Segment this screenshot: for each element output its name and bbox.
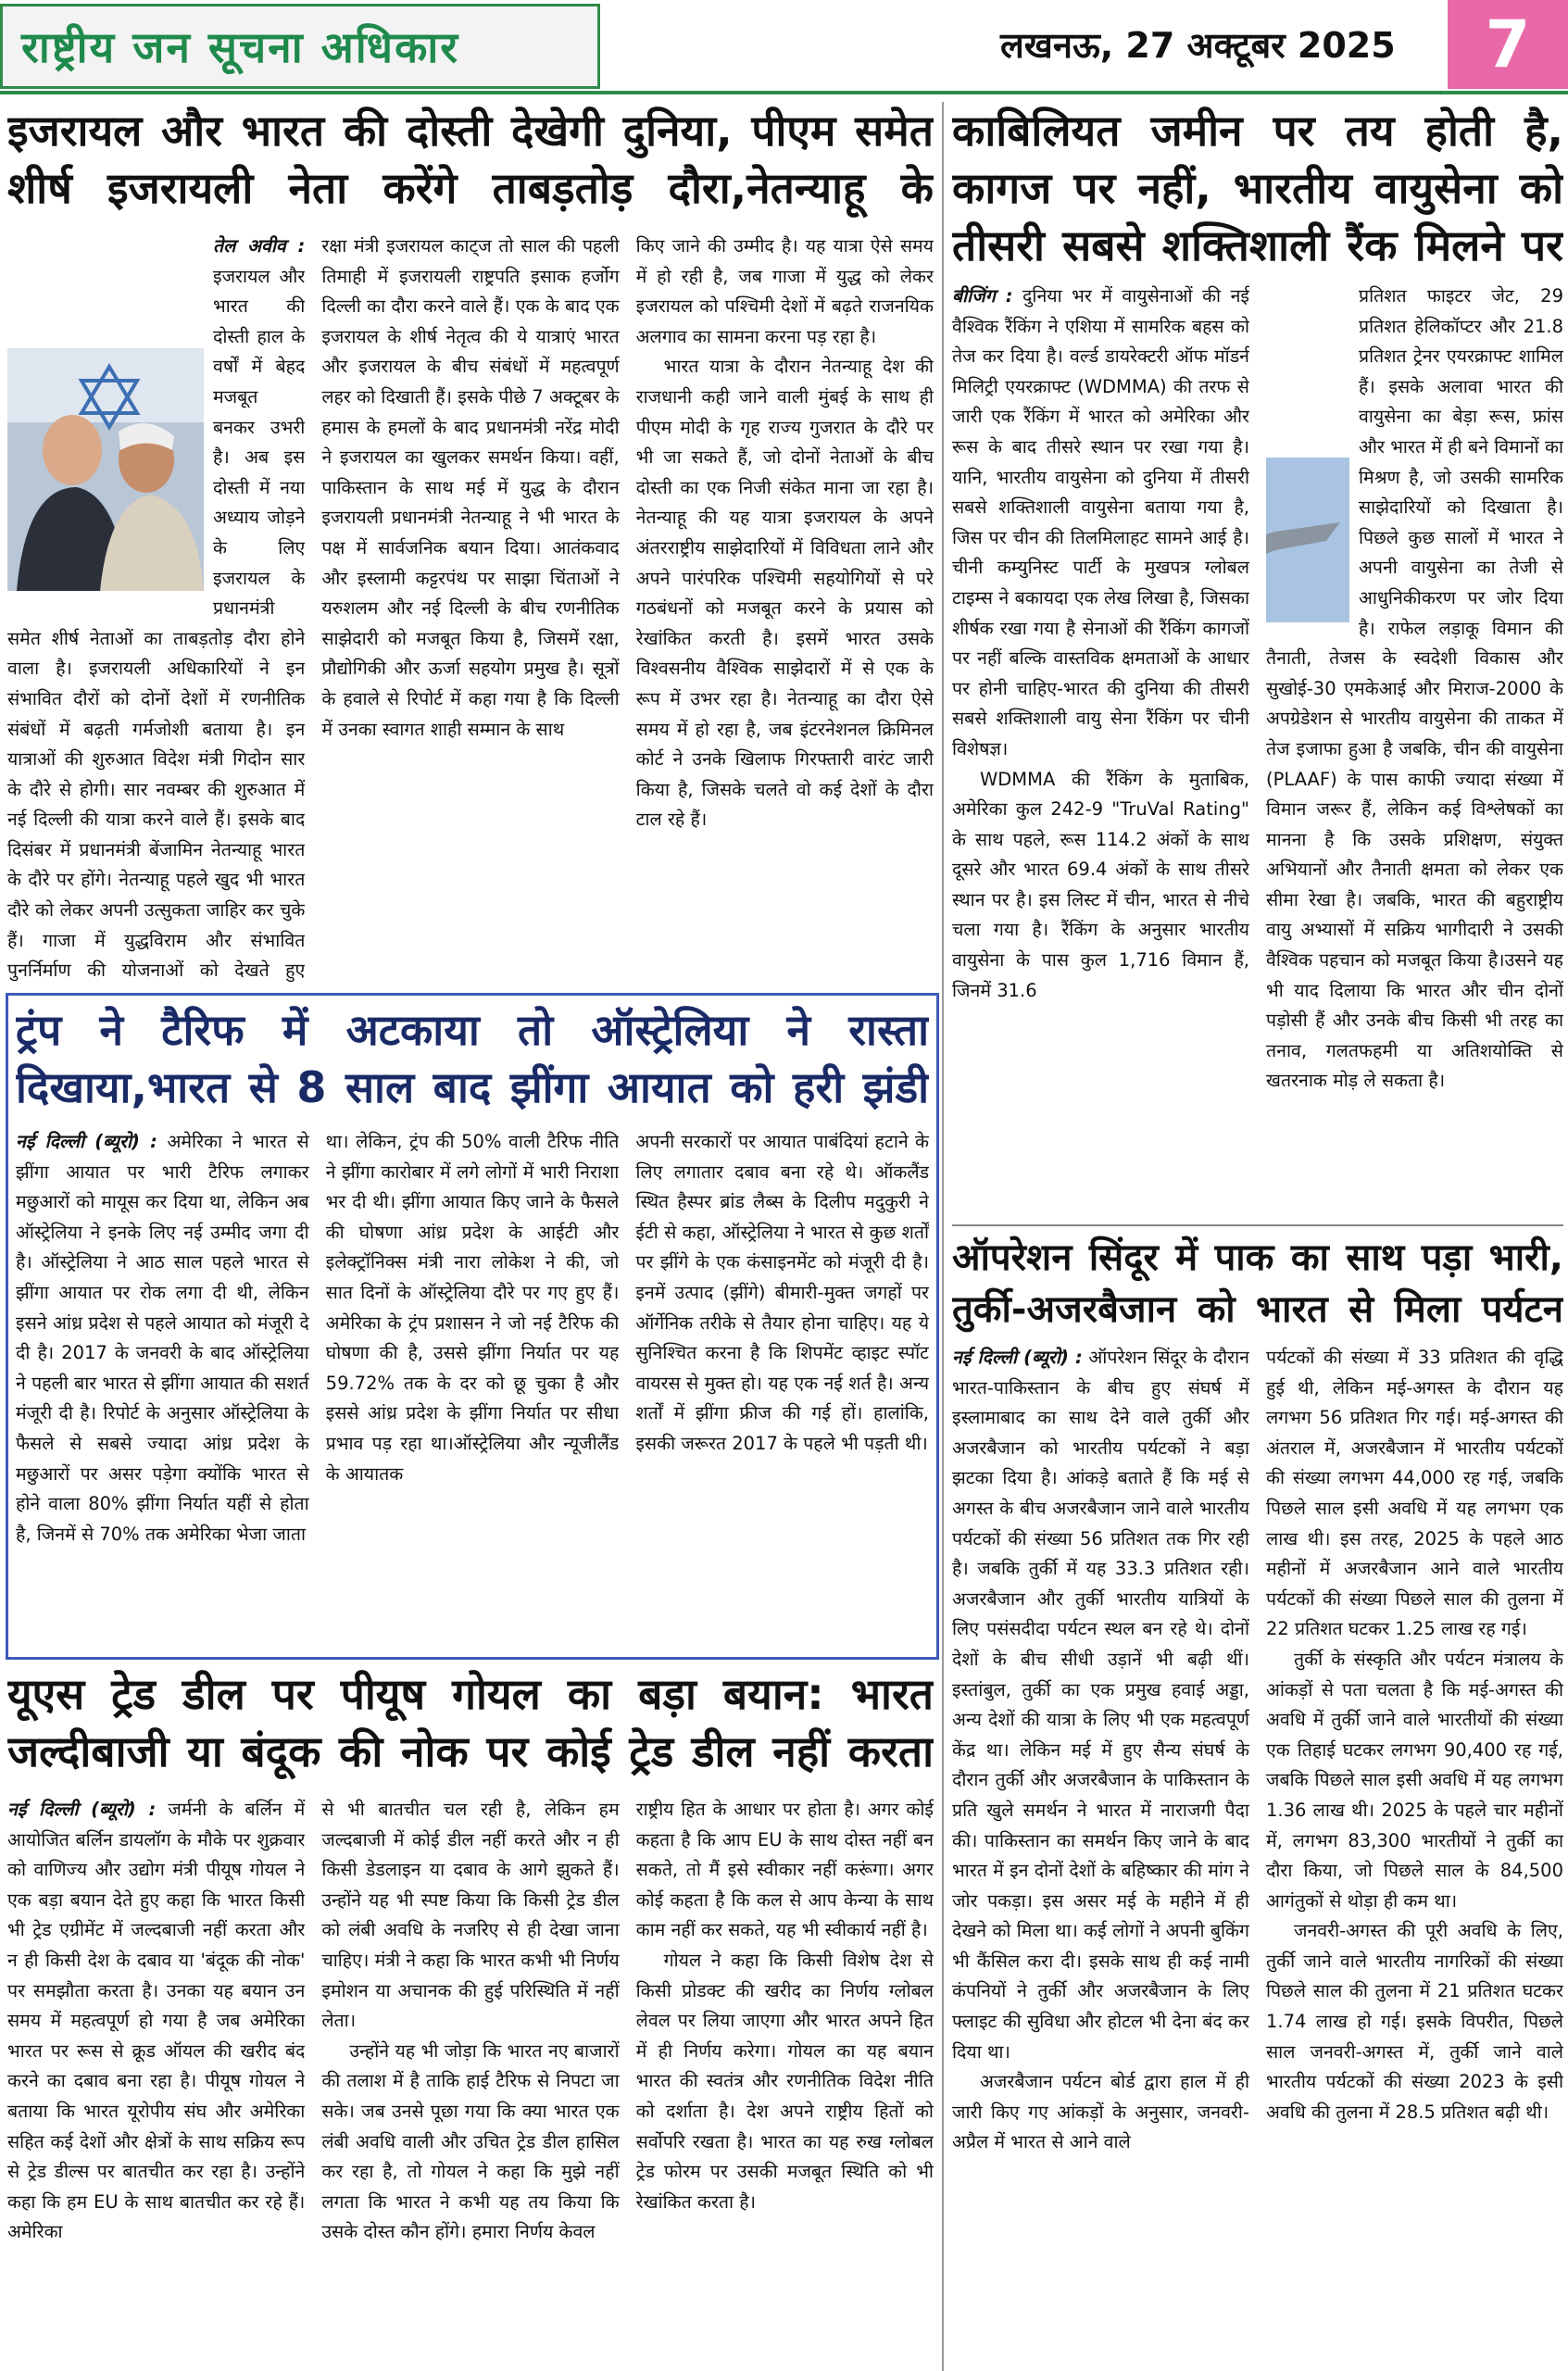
netanyahu-modi-photo [7,348,204,591]
article-tourism-column-2 [1266,1343,1563,2362]
article-shrimp-text-1: अमेरिका ने भारत से झींगा आयात पर भारी टैरिफ लगाकर मछुआरों को मायूस कर दिया था, लेकिन अब ऑस्ट्रेलिया ने इनके लिए नई उम्मीद जगा दी है। ऑस्ट्रेलिया ने आठ साल पहले भारत से झींगा आयात पर रोक लगा दी थी, लेकिन इसने आंध्र प्रदेश से पहले आयात को मंजूरी दे दी है। 2017 के जनवरी के बाद ऑस्ट्रेलिया ने पहली बार भारत से झींगा आयात की सशर्त मंजूरी दी है। रिपोर्ट के अनुसार ऑस्ट्रेलिया के फैसले से सबसे ज्यादा आंध्र प्रदेश के मछुआरों पर असर पड़ेगा क्योंकि भारत से होने वाला 80% झींगा निर्यात यहीं से होता है, जिनमें से 70% तक अमेरिका भेजा जाता [16,1131,309,1545]
article-trade-dateline: नई दिल्ली (ब्यूरो) : [7,1799,157,1820]
article-trade-column-1 [7,1795,305,2362]
issue-date: लखनऊ, 27 अक्टूबर 2025 [1000,25,1396,66]
article-tourism-headline: ऑपरेशन सिंदूर में पाक का साथ पड़ा भारी, तुर्की-अजरबैजान को भारत से मिला पर्यटन [952,1236,1563,1331]
article-tourism-text-1b: अजरबैजान पर्यटन बोर्ड द्वारा हाल में ही जारी किए गए आंकड़ों के अनुसार, जनवरी-अप्रैल में भारत से आने वाले [952,2071,1249,2153]
section-divider [952,1224,1563,1226]
article-israel-headline: इजरायल और भारत की दोस्ती देखेगी दुनिया, पीएम समेत शीर्ष इजरायली नेता करेंगे ताबड़तोड़ दौरा,नेतन्याहू के [7,106,934,213]
article-airforce-text-1b: WDMMA की रैंकिंग के मुताबिक, अमेरिका कुल 242-9 "TruVal Rating" के साथ पहले, रूस 114.2 अंकों के साथ दूसरे और भारत 69.4 अंकों के साथ तीसरे स्थान पर है। इस लिस्ट में चीन, भारत से नीचे चला गया है। रैंकिंग के अनुसार भारतीय वायुसेना के पास कुल 1,716 विमान हैं, जिनमें 31.6 [952,768,1249,1001]
article-shrimp-column-3 [635,1127,929,1646]
article-airforce-column-2 [1266,282,1563,1217]
article-tourism [952,1232,1563,2371]
article-shrimp-text-2: था। लेकिन, ट्रंप की 50% वाली टैरिफ नीति ने झींगा कारोबार में लगे लोगों में भारी निराशा भर दी थी। झींगा आयात किए जाने के फैसले की घोषणा आंध्र प्रदेश के आईटी और इलेक्ट्रॉनिक्स मंत्री नारा लोकेश ने की, जो सात दिनों के ऑस्ट्रेलिया दौरे पर गए हुए हैं। अमेरिका के ट्रंप प्रशासन ने जो नई टैरिफ की घोषणा की है, उससे झींगा निर्यात पर यह 59.72% तक के दर को छू चुका है और इससे आंध्र प्रदेश के झींगा निर्यात पर सीधा प्रभाव पड़ रहा था।ऑस्ट्रेलिया और न्यूजीलैंड के आयातक [325,1131,620,1485]
article-airforce-text-2: प्रतिशत फाइटर जेट, 29 प्रतिशत हेलिकॉप्टर और 21.8 प्रतिशत ट्रेनर एयरक्राफ्ट शामिल हैं। इसके अलावा भारत की वायुसेना का बेड़ा रूस, फ्रांस और भारत में ही बने विमानों का मिश्रण है, जो उसकी सामरिक साझेदारियों को दिखाता है। पिछले कुछ सालों में भारत ने अपनी वायुसेना का तेजी से आधुनिकीकरण पर जोर दिया है। राफेल लड़ाकू विमान की तैनाती, तेजस के स्वदेशी विकास और सुखोई-30 एमकेआई और मिराज-2000 के अपग्रेडेशन से भारतीय वायुसेना की ताकत में तेज इजाफा हुआ है जबकि, चीन की वायुसेना (PLAAF) के पास काफी ज्यादा संख्या में विमान जरूर हैं, लेकिन कई विश्लेषकों का मानना है कि उसके प्रशिक्षण, संयुक्त अभियानों और तैनाती क्षमता को लेकर एक सीमा रेखा है। जबकि, भारत की बहुराष्ट्रीय वायु अभ्यासों में सक्रिय भागीदारी ने उसकी वैश्विक पहचान को मजबूत किया है।उसने यह भी याद दिलाया कि भारत और चीन दोनों पड़ोसी हैं और उनके बीच किसी भी तरह का तनाव, गलतफहमी या अतिशयोक्ति से खतरनाक मोड़ ले सकता है। [1266,285,1563,1092]
article-israel-column-3 [636,232,934,982]
article-trade-text-3a: राष्ट्रीय हित के आधार पर होता है। अगर कोई कहता है कि आप EU के साथ दोस्त नहीं बन सकते, तो मैं इसे स्वीकार नहीं करूंगा। अगर कोई कहता है कि कल से आप केन्या के साथ काम नहीं कर सकते, यह भी स्वीकार्य नहीं है। [635,1799,934,1941]
article-shrimp-column-2 [326,1127,620,1646]
article-trade-column-3 [636,1795,934,2362]
article-shrimp [6,993,939,1660]
fighter-jet-photo [1266,458,1349,622]
page-number-badge: 7 [1448,0,1568,89]
article-airforce-text-1a: दुनिया भर में वायुसेनाओं की नई वैश्विक रैंकिंग ने एशिया में सामरिक बहस को तेज कर दिया है। वर्ल्ड डायरेक्टरी ऑफ मॉडर्न मिलिट्री एयरक्राफ्ट (WDMMA) की तरफ से जारी एक रैंकिंग में भारत को अमेरिका और रूस के बाद तीसरे स्थान पर रखा गया है। यानि, भारतीय वायुसेना को दुनिया में तीसरी सबसे शक्तिशाली वायुसेना बताया गया है, जिस पर चीन की तिलमिलाहट सामने आई है। चीनी कम्युनिस्ट पार्टी के मुखपत्र ग्लोबल टाइम्स ने बकायदा एक लेख लिखा है, जिसका शीर्षक रखा गया है सेनाओं की रैंकिंग कागजों पर नहीं बल्कि वास्तविक क्षमताओं के आधार पर होनी चाहिए-भारत की दुनिया की तीसरी सबसे शक्तिशाली वायु सेना रैंकिंग पर चीनी विशेषज्ञ। [952,285,1249,759]
article-trade-column-2 [321,1795,619,2362]
article-israel-text-1: इजरायल और भारत की दोस्ती हाल के वर्षों में बेहद मजबूत बनकर उभरी है। अब इस दोस्ती में नया अध्याय जोड़ने के लिए इजरायल के प्रधानमंत्री समेत शीर्ष नेताओं का ताबड़तोड़ दौरा होने वाला है। इजरायली अधिकारियों ने इन संभावित दौरों को दोनों देशों में रणनीतिक संबंधों में बढ़ती गर्मजोशी बताया है। इन यात्राओं की शुरुआत विदेश मंत्री गिदोन सार के दौरे से होगी। सार नवम्बर की शुरुआत में नई दिल्ली की यात्रा करने वाले हैं। इसके बाद दिसंबर में प्रधानमंत्री बेंजामिन नेतन्याहू भारत के दौरे पर होंगे। नेतन्याहू पहले खुद भी भारत दौरे को लेकर अपनी उत्सुकता जाहिर कर चुके हैं। गाजा में युद्धविराम और संभावित पुनर्निर्माण की योजनाओं को देखते हुए [7,265,306,982]
paper-name-banner [0,4,600,89]
article-trade-text-2b: उन्होंने यह भी जोड़ा कि भारत नए बाजारों की तलाश में है ताकि हाई टैरिफ से निपटा जा सके। जब उनसे पूछा गया कि क्या भारत एक लंबी अवधि वाली और उचित ट्रेड डील हासिल कर रहा है, तो गोयल ने कहा कि मुझे नहीं लगता कि भारत ने कभी यह तय किया कि उसके दोस्त कौन होंगे। हमारा निर्णय केवल [321,2039,620,2243]
article-airforce-column-1 [952,282,1249,1217]
article-airforce-headline: काबिलियत जमीन पर तय होती है, कागज पर नहीं, भारतीय वायुसेना को तीसरी सबसे शक्तिशाली रैंक मिलने पर [952,106,1563,270]
masthead-rule [0,91,1568,94]
article-tourism-column-1 [952,1343,1249,2362]
article-israel-text-3b: भारत यात्रा के दौरान नेतन्याहू देश की राजधानी कही जाने वाली मुंबई के साथ ही पीएम मोदी के गृह राज्य गुजरात के दौरे पर भी जा सकते हैं, जो दोनों नेताओं के बीच दोस्ती का एक निजी संकेत माना जा रहा है। नेतन्याहू की यह यात्रा इजरायल के अपने अंतरराष्ट्रीय साझेदारियों में विविधता लाने और अपने पारंपरिक पश्चिमी सहयोगियों से परे गठबंधनों को मजबूत करने के प्रयास को रेखांकित करती है। इसमें भारत उसके विश्वसनीय वैश्विक साझेदारों में से एक के रूप में उभर रहा है। नेतन्याहू का दौरा ऐसे समय में हो रहा है, जब इंटरनेशनल क्रिमिनल कोर्ट ने उनके खिलाफ गिरफ्तारी वारंट जारी किया है, जिसके चलते वो कई देशों के दौरा टाल रहे हैं। [635,356,934,831]
article-trade-text-1: जर्मनी के बर्लिन में आयोजित बर्लिन डायलॉग के मौके पर शुक्रवार को वाणिज्य और उद्योग मंत्री पीयूष गोयल ने एक बड़ा बयान देते हुए कहा कि भारत किसी भी ट्रेड एग्रीमेंट में जल्दबाजी नहीं करता और न ही किसी देश के दबाव या 'बंदूक की नोक' पर समझौता करता है। उनका यह बयान उन समय में महत्वपूर्ण हो गया है जब अमेरिका भारत पर रूस से क्रूड ऑयल की खरीद बंद करने का दबाव बना रहा है। पीयूष गोयल ने बताया कि भारत यूरोपीय संघ और अमेरिका सहित कई देशों और क्षेत्रों के साथ सक्रिय रूप से ट्रेड डील्स पर बातचीत कर रहा है। उन्होंने कहा कि हम EU के साथ बातचीत कर रहे हैं। अमेरिका [7,1799,306,2243]
article-tourism-text-1: ऑपरेशन सिंदूर के दौरान भारत-पाकिस्तान के बीच हुए संघर्ष में इस्लामाबाद का साथ देने वाले तुर्की और अजरबैजान को भारतीय पर्यटकों ने बड़ा झटका दिया है। आंकड़े बताते हैं कि मई से अगस्त के बीच अजरबैजान जाने वाले भारतीय पर्यटकों की संख्या 56 प्रतिशत तक गिर रही है। जबकि तुर्की में यह 33.3 प्रतिशत रही। अजरबैजान और तुर्की भारतीय यात्रियों के लिए पसंसदीदा पर्यटन स्थल बन रहे थे। दोनों देशों के बीच सीधी उड़ानें भी बढ़ी थीं। इस्तांबुल, तुर्की का एक प्रमुख हवाई अड्डा, अन्य देशों की यात्रा के लिए भी एक महत्वपूर्ण केंद्र था। लेकिन मई में हुए सैन्य संघर्ष के दौरान तुर्की और अजरबैजान के पाकिस्तान के प्रति खुले समर्थन ने भारत में नाराजगी पैदा की। पाकिस्तान का समर्थन किए जाने के बाद भारत में इन दोनों देशों के बहिष्कार की मांग ने जोर पकड़ा। इस असर मई के महीने में ही देखने को मिला था। कई लोगों ने अपनी बुकिंग भी कैंसिल करा दी। इसके साथ ही कई नामी कंपनियों ने तुर्की और अजरबैजान के लिए फ्लाइट की सुविधा और होटल भी देना बंद कर दिया था। [952,1347,1249,2063]
article-israel-text-3a: किए जाने की उम्मीद है। यह यात्रा ऐसे समय में हो रही है, जब गाजा में युद्ध को लेकर इजरायल को पश्चिमी देशों में बढ़ते राजनयिक अलगाव का सामना करना पड़ रहा है। [635,235,934,347]
article-trade [7,1665,934,2371]
article-trade-headline: यूएस ट्रेड डील पर पीयूष गोयल का बड़ा बयान: भारत जल्दीबाजी या बंदूक की नोक पर कोई ट्रेड डील नहीं करता [7,1669,934,1776]
article-trade-text-2a: से भी बातचीत चल रही है, लेकिन हम जल्दबाजी में कोई डील नहीं करते और न ही किसी डेडलाइन या दबाव के आगे झुकते हैं। उन्होंने यह भी स्पष्ट किया कि किसी ट्रेड डील को लंबी अवधि के नजरिए से ही देखा जाना चाहिए। मंत्री ने कहा कि भारत कभी भी निर्णय इमोशन या अचानक की हुई परिस्थिति में नहीं लेता। [321,1799,620,2032]
column-divider [942,102,944,2371]
article-israel-text-2: रक्षा मंत्री इजरायल काट्ज तो साल की पहली तिमाही में इजरायली राष्ट्रपति इसाक हर्जोग दिल्ली का दौरा करने वाले हैं। एक के बाद एक इजरायल के शीर्ष नेतृत्व की ये यात्राएं भारत और इजरायल के बीच संबंधों में महत्वपूर्ण लहर को दिखाती हैं। इसके पीछे 7 अक्टूबर के हमास के हमलों के बाद प्रधानमंत्री नरेंद्र मोदी ने इजरायल का खुलकर समर्थन किया। वहीं, पाकिस्तान के साथ मई में युद्ध के दौरान इजरायली प्रधानमंत्री नेतन्याहू ने भी भारत के पक्ष में सार्वजनिक बयान दिया। आतंकवाद और इस्लामी कट्टरपंथ पर साझा चिंताओं ने यरुशलम और नई दिल्ली के बीच रणनीतिक साझेदारी को मजबूत किया है, जिसमें रक्षा, प्रौद्योगिकी और ऊर्जा सहयोग प्रमुख है। सूत्रों के हवाले से रिपोर्ट में कहा गया है कि दिल्ली में उनका स्वागत शाही सम्मान के साथ [321,235,620,740]
article-shrimp-text-3: अपनी सरकारों पर आयात पाबंदियां हटाने के लिए लगातार दबाव बना रहे थे। ऑकलैंड स्थित हैस्पर ब्रांड लैब्स के दिलीप मदुकुरी ने ईटी से कहा, ऑस्ट्रेलिया ने भारत से कुछ शर्तों पर झींगे के एक कंसाइनमेंट को मंजूरी दी है। इनमें उत्पाद (झींगे) बीमारी-मुक्त जगहों पर ऑर्गेनिक तरीके से तैयार होना चाहिए। यह ये सुनिश्चित करना है कि शिपमेंट व्हाइट स्पॉट वायरस से मुक्त हो। यह एक नई शर्त है। अन्य शर्तों में झींगा फ्रीज की गई हों। हालांकि, इसकी जरूरत 2017 के पहले भी पड़ती थी। [635,1131,930,1454]
article-airforce-dateline: बीजिंग : [952,285,1013,307]
article-israel-column-1 [7,232,305,982]
article-trade-text-3b: गोयल ने कहा कि किसी विशेष देश से किसी प्रोडक्ट की खरीद का निर्णय ग्लोबल लेवल पर लिया जाएगा और भारत अपने हित में ही निर्णय करेगा। गोयल का यह बयान भारत की स्वतंत्र और रणनीतिक विदेश नीति को दर्शाता है। देश अपने राष्ट्रीय हितों को सर्वोपरि रखता है। भारत का यह रुख ग्लोबल ट्रेड फोरम पर उसकी मजबूत स्थिति को भी रेखांकित करता है। [635,1949,934,2213]
hug-photo-icon [7,348,204,591]
article-israel-column-2 [321,232,619,982]
article-tourism-text-2b: तुर्की के संस्कृति और पर्यटन मंत्रालय के आंकड़ों से पता चलता है कि मई-अगस्त की अवधि में तुर्की जाने वाले भारतीयों की संख्या एक तिहाई घटकर लगभग 90,400 रह गई, जबकि पिछले साल इसी अवधि में यह लगभग 1.36 लाख थी। 2025 के पहले चार महीनों में, लगभग 83,300 भारतीयों ने तुर्की का दौरा किया, जो पिछले साल के 84,500 आगंतुकों से थोड़ा ही कम था। [1266,1648,1563,1912]
article-tourism-text-2c: जनवरी-अगस्त की पूरी अवधि के लिए, तुर्की जाने वाले भारतीय नागरिकों की संख्या पिछले साल की तुलना में 21 प्रतिशत घटकर 1.74 लाख हो गई। इसके विपरीत, पिछले साल जनवरी-अगस्त में, तुर्की जाने वाले भारतीय पर्यटकों की संख्या 2023 के इसी अवधि की तुलना में 28.5 प्रतिशत बढ़ी थी। [1266,1920,1563,2123]
article-shrimp-column-1 [16,1127,309,1646]
fighter-jet-icon [1266,458,1349,622]
article-tourism-dateline: नई दिल्ली (ब्यूरो) : [952,1347,1083,1368]
article-airforce [952,102,1563,1223]
masthead [0,0,1568,93]
article-israel-dateline: तेल अवीव : [213,235,306,257]
article-shrimp-headline: ट्रंप ने टैरिफ में अटकाया तो ऑस्ट्रेलिया ने रास्ता दिखाया,भारत से 8 साल बाद झींगा आयात को हरी झंडी [16,1005,929,1112]
article-israel [7,102,934,991]
article-tourism-text-2a: पर्यटकों की संख्या में 33 प्रतिशत की वृद्धि हुई थी, लेकिन मई-अगस्त के दौरान यह लगभग 56 प्रतिशत गिर गई। मई-अगस्त की अंतराल में, अजरबैजान में भारतीय पर्यटकों की संख्या लगभग 44,000 रह गई, जबकि पिछले साल इसी अवधि में यह लगभग एक लाख थी। इस तरह, 2025 के पहले आठ महीनों में अजरबैजान आने वाले भारतीय पर्यटकों की संख्या पिछले साल की तुलना में 22 प्रतिशत घटकर 1.25 लाख रह गई। [1266,1347,1563,1640]
article-shrimp-dateline: नई दिल्ली (ब्यूरो) : [16,1131,157,1152]
paper-name: राष्ट्रीय जन सूचना अधिकार [21,22,460,72]
